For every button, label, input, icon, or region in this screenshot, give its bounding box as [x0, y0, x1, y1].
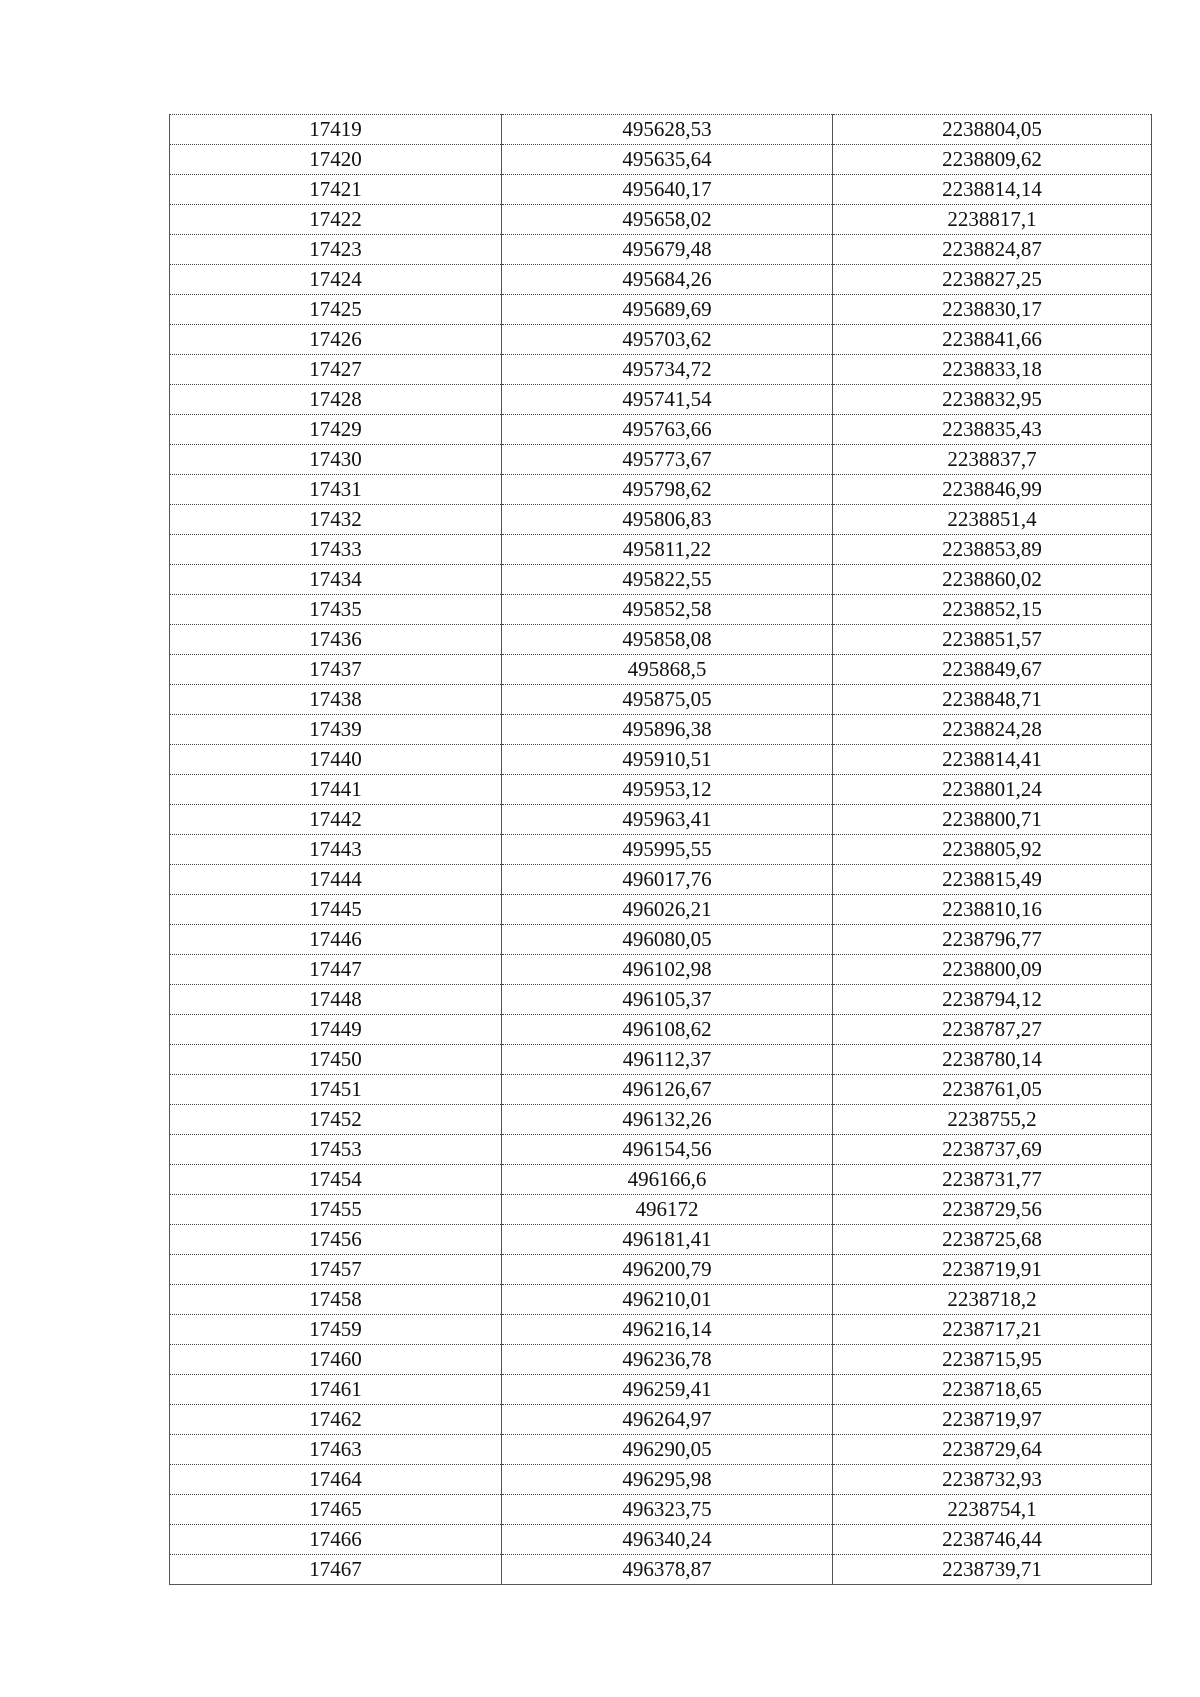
- y-coordinate-cell: 2238851,4: [833, 505, 1152, 535]
- table-row: [170, 655, 1152, 685]
- table-row: [170, 265, 1152, 295]
- point-number-cell: 17446: [170, 925, 502, 955]
- point-number-cell: 17436: [170, 625, 502, 655]
- y-coordinate-cell: 2238832,95: [833, 385, 1152, 415]
- x-coordinate-cell: 496080,05: [502, 925, 833, 955]
- x-coordinate-cell: 496154,56: [502, 1135, 833, 1165]
- point-number-cell: 17448: [170, 985, 502, 1015]
- table-row: [170, 475, 1152, 505]
- x-coordinate-cell: 496210,01: [502, 1285, 833, 1315]
- table-row: [170, 595, 1152, 625]
- table-row: [170, 1075, 1152, 1105]
- y-coordinate-cell: 2238739,71: [833, 1555, 1152, 1585]
- y-coordinate-cell: 2238837,7: [833, 445, 1152, 475]
- y-coordinate-cell: 2238852,15: [833, 595, 1152, 625]
- point-number-cell: 17441: [170, 775, 502, 805]
- table-row: [170, 235, 1152, 265]
- table-row: [170, 565, 1152, 595]
- x-coordinate-cell: 495875,05: [502, 685, 833, 715]
- y-coordinate-cell: 2238737,69: [833, 1135, 1152, 1165]
- point-number-cell: 17450: [170, 1045, 502, 1075]
- x-coordinate-cell: 495763,66: [502, 415, 833, 445]
- table-row: [170, 385, 1152, 415]
- table-row: [170, 625, 1152, 655]
- table-row: [170, 1465, 1152, 1495]
- y-coordinate-cell: 2238725,68: [833, 1225, 1152, 1255]
- x-coordinate-cell: 496340,24: [502, 1525, 833, 1555]
- x-coordinate-cell: 496132,26: [502, 1105, 833, 1135]
- point-number-cell: 17424: [170, 265, 502, 295]
- x-coordinate-cell: 495628,53: [502, 115, 833, 145]
- table-row: [170, 1195, 1152, 1225]
- x-coordinate-cell: 496105,37: [502, 985, 833, 1015]
- x-coordinate-cell: 496126,67: [502, 1075, 833, 1105]
- x-coordinate-cell: 496017,76: [502, 865, 833, 895]
- y-coordinate-cell: 2238719,97: [833, 1405, 1152, 1435]
- table-row: [170, 985, 1152, 1015]
- y-coordinate-cell: 2238841,66: [833, 325, 1152, 355]
- point-number-cell: 17453: [170, 1135, 502, 1165]
- y-coordinate-cell: 2238830,17: [833, 295, 1152, 325]
- y-coordinate-cell: 2238848,71: [833, 685, 1152, 715]
- y-coordinate-cell: 2238729,56: [833, 1195, 1152, 1225]
- y-coordinate-cell: 2238800,71: [833, 805, 1152, 835]
- x-coordinate-cell: 496378,87: [502, 1555, 833, 1585]
- x-coordinate-cell: 495858,08: [502, 625, 833, 655]
- y-coordinate-cell: 2238761,05: [833, 1075, 1152, 1105]
- table-row: [170, 205, 1152, 235]
- y-coordinate-cell: 2238729,64: [833, 1435, 1152, 1465]
- x-coordinate-cell: 496108,62: [502, 1015, 833, 1045]
- x-coordinate-cell: 496200,79: [502, 1255, 833, 1285]
- table-row: [170, 955, 1152, 985]
- table-row: [170, 355, 1152, 385]
- point-number-cell: 17467: [170, 1555, 502, 1585]
- y-coordinate-cell: 2238754,1: [833, 1495, 1152, 1525]
- y-coordinate-cell: 2238860,02: [833, 565, 1152, 595]
- point-number-cell: 17430: [170, 445, 502, 475]
- point-number-cell: 17442: [170, 805, 502, 835]
- point-number-cell: 17420: [170, 145, 502, 175]
- point-number-cell: 17464: [170, 1465, 502, 1495]
- table-row: [170, 415, 1152, 445]
- table-row: [170, 775, 1152, 805]
- y-coordinate-cell: 2238810,16: [833, 895, 1152, 925]
- y-coordinate-cell: 2238717,21: [833, 1315, 1152, 1345]
- x-coordinate-cell: 495703,62: [502, 325, 833, 355]
- x-coordinate-cell: 496295,98: [502, 1465, 833, 1495]
- point-number-cell: 17451: [170, 1075, 502, 1105]
- x-coordinate-cell: 495635,64: [502, 145, 833, 175]
- table-row: [170, 1045, 1152, 1075]
- x-coordinate-cell: 495811,22: [502, 535, 833, 565]
- y-coordinate-cell: 2238719,91: [833, 1255, 1152, 1285]
- point-number-cell: 17460: [170, 1345, 502, 1375]
- x-coordinate-cell: 495684,26: [502, 265, 833, 295]
- table-row: [170, 685, 1152, 715]
- point-number-cell: 17432: [170, 505, 502, 535]
- point-number-cell: 17461: [170, 1375, 502, 1405]
- table-row: [170, 145, 1152, 175]
- y-coordinate-cell: 2238715,95: [833, 1345, 1152, 1375]
- y-coordinate-cell: 2238796,77: [833, 925, 1152, 955]
- table-row: [170, 295, 1152, 325]
- x-coordinate-cell: 495734,72: [502, 355, 833, 385]
- y-coordinate-cell: 2238814,14: [833, 175, 1152, 205]
- y-coordinate-cell: 2238827,25: [833, 265, 1152, 295]
- table-row: [170, 1105, 1152, 1135]
- x-coordinate-cell: 495798,62: [502, 475, 833, 505]
- point-number-cell: 17421: [170, 175, 502, 205]
- point-number-cell: 17462: [170, 1405, 502, 1435]
- point-number-cell: 17449: [170, 1015, 502, 1045]
- point-number-cell: 17454: [170, 1165, 502, 1195]
- point-number-cell: 17423: [170, 235, 502, 265]
- table-row: [170, 505, 1152, 535]
- y-coordinate-cell: 2238732,93: [833, 1465, 1152, 1495]
- y-coordinate-cell: 2238794,12: [833, 985, 1152, 1015]
- point-number-cell: 17445: [170, 895, 502, 925]
- point-number-cell: 17429: [170, 415, 502, 445]
- point-number-cell: 17444: [170, 865, 502, 895]
- y-coordinate-cell: 2238849,67: [833, 655, 1152, 685]
- x-coordinate-cell: 496026,21: [502, 895, 833, 925]
- x-coordinate-cell: 495741,54: [502, 385, 833, 415]
- x-coordinate-cell: 496323,75: [502, 1495, 833, 1525]
- table-row: [170, 925, 1152, 955]
- point-number-cell: 17431: [170, 475, 502, 505]
- x-coordinate-cell: 495910,51: [502, 745, 833, 775]
- x-coordinate-cell: 495822,55: [502, 565, 833, 595]
- coordinates-table-body: [170, 115, 1152, 1585]
- x-coordinate-cell: 495640,17: [502, 175, 833, 205]
- y-coordinate-cell: 2238804,05: [833, 115, 1152, 145]
- x-coordinate-cell: 496112,37: [502, 1045, 833, 1075]
- x-coordinate-cell: 495868,5: [502, 655, 833, 685]
- table-row: [170, 175, 1152, 205]
- y-coordinate-cell: 2238718,2: [833, 1285, 1152, 1315]
- point-number-cell: 17422: [170, 205, 502, 235]
- point-number-cell: 17435: [170, 595, 502, 625]
- table-row: [170, 325, 1152, 355]
- table-row: [170, 1225, 1152, 1255]
- x-coordinate-cell: 496264,97: [502, 1405, 833, 1435]
- table-row: [170, 1345, 1152, 1375]
- y-coordinate-cell: 2238846,99: [833, 475, 1152, 505]
- x-coordinate-cell: 495773,67: [502, 445, 833, 475]
- table-row: [170, 1495, 1152, 1525]
- x-coordinate-cell: 495806,83: [502, 505, 833, 535]
- y-coordinate-cell: 2238853,89: [833, 535, 1152, 565]
- table-row: [170, 1015, 1152, 1045]
- y-coordinate-cell: 2238814,41: [833, 745, 1152, 775]
- table-row: [170, 1375, 1152, 1405]
- x-coordinate-cell: 495689,69: [502, 295, 833, 325]
- point-number-cell: 17456: [170, 1225, 502, 1255]
- y-coordinate-cell: 2238787,27: [833, 1015, 1152, 1045]
- table-row: [170, 535, 1152, 565]
- coordinates-table: [169, 114, 1152, 1585]
- point-number-cell: 17437: [170, 655, 502, 685]
- table-row: [170, 1555, 1152, 1585]
- x-coordinate-cell: 495953,12: [502, 775, 833, 805]
- point-number-cell: 17465: [170, 1495, 502, 1525]
- y-coordinate-cell: 2238755,2: [833, 1105, 1152, 1135]
- point-number-cell: 17452: [170, 1105, 502, 1135]
- table-row: [170, 1405, 1152, 1435]
- point-number-cell: 17427: [170, 355, 502, 385]
- table-row: [170, 1285, 1152, 1315]
- point-number-cell: 17459: [170, 1315, 502, 1345]
- y-coordinate-cell: 2238800,09: [833, 955, 1152, 985]
- x-coordinate-cell: 496166,6: [502, 1165, 833, 1195]
- table-row: [170, 1255, 1152, 1285]
- y-coordinate-cell: 2238805,92: [833, 835, 1152, 865]
- point-number-cell: 17447: [170, 955, 502, 985]
- x-coordinate-cell: 495658,02: [502, 205, 833, 235]
- table-row: [170, 805, 1152, 835]
- x-coordinate-cell: 495963,41: [502, 805, 833, 835]
- x-coordinate-cell: 496102,98: [502, 955, 833, 985]
- point-number-cell: 17438: [170, 685, 502, 715]
- y-coordinate-cell: 2238824,87: [833, 235, 1152, 265]
- table-row: [170, 445, 1152, 475]
- y-coordinate-cell: 2238731,77: [833, 1165, 1152, 1195]
- point-number-cell: 17463: [170, 1435, 502, 1465]
- x-coordinate-cell: 496181,41: [502, 1225, 833, 1255]
- x-coordinate-cell: 495995,55: [502, 835, 833, 865]
- table-row: [170, 865, 1152, 895]
- point-number-cell: 17434: [170, 565, 502, 595]
- y-coordinate-cell: 2238718,65: [833, 1375, 1152, 1405]
- y-coordinate-cell: 2238824,28: [833, 715, 1152, 745]
- table-row: [170, 1435, 1152, 1465]
- point-number-cell: 17419: [170, 115, 502, 145]
- table-row: [170, 835, 1152, 865]
- point-number-cell: 17443: [170, 835, 502, 865]
- table-row: [170, 1525, 1152, 1555]
- table-row: [170, 745, 1152, 775]
- point-number-cell: 17440: [170, 745, 502, 775]
- point-number-cell: 17455: [170, 1195, 502, 1225]
- y-coordinate-cell: 2238809,62: [833, 145, 1152, 175]
- table-row: [170, 115, 1152, 145]
- x-coordinate-cell: 496216,14: [502, 1315, 833, 1345]
- point-number-cell: 17425: [170, 295, 502, 325]
- x-coordinate-cell: 495852,58: [502, 595, 833, 625]
- table-row: [170, 1135, 1152, 1165]
- point-number-cell: 17458: [170, 1285, 502, 1315]
- x-coordinate-cell: 495679,48: [502, 235, 833, 265]
- table-row: [170, 1315, 1152, 1345]
- point-number-cell: 17428: [170, 385, 502, 415]
- y-coordinate-cell: 2238817,1: [833, 205, 1152, 235]
- point-number-cell: 17426: [170, 325, 502, 355]
- x-coordinate-cell: 496290,05: [502, 1435, 833, 1465]
- y-coordinate-cell: 2238833,18: [833, 355, 1152, 385]
- x-coordinate-cell: 496236,78: [502, 1345, 833, 1375]
- point-number-cell: 17433: [170, 535, 502, 565]
- table-row: [170, 1165, 1152, 1195]
- x-coordinate-cell: 496172: [502, 1195, 833, 1225]
- y-coordinate-cell: 2238851,57: [833, 625, 1152, 655]
- x-coordinate-cell: 495896,38: [502, 715, 833, 745]
- point-number-cell: 17439: [170, 715, 502, 745]
- table-row: [170, 895, 1152, 925]
- x-coordinate-cell: 496259,41: [502, 1375, 833, 1405]
- point-number-cell: 17457: [170, 1255, 502, 1285]
- y-coordinate-cell: 2238801,24: [833, 775, 1152, 805]
- y-coordinate-cell: 2238746,44: [833, 1525, 1152, 1555]
- point-number-cell: 17466: [170, 1525, 502, 1555]
- y-coordinate-cell: 2238815,49: [833, 865, 1152, 895]
- y-coordinate-cell: 2238835,43: [833, 415, 1152, 445]
- y-coordinate-cell: 2238780,14: [833, 1045, 1152, 1075]
- table-row: [170, 715, 1152, 745]
